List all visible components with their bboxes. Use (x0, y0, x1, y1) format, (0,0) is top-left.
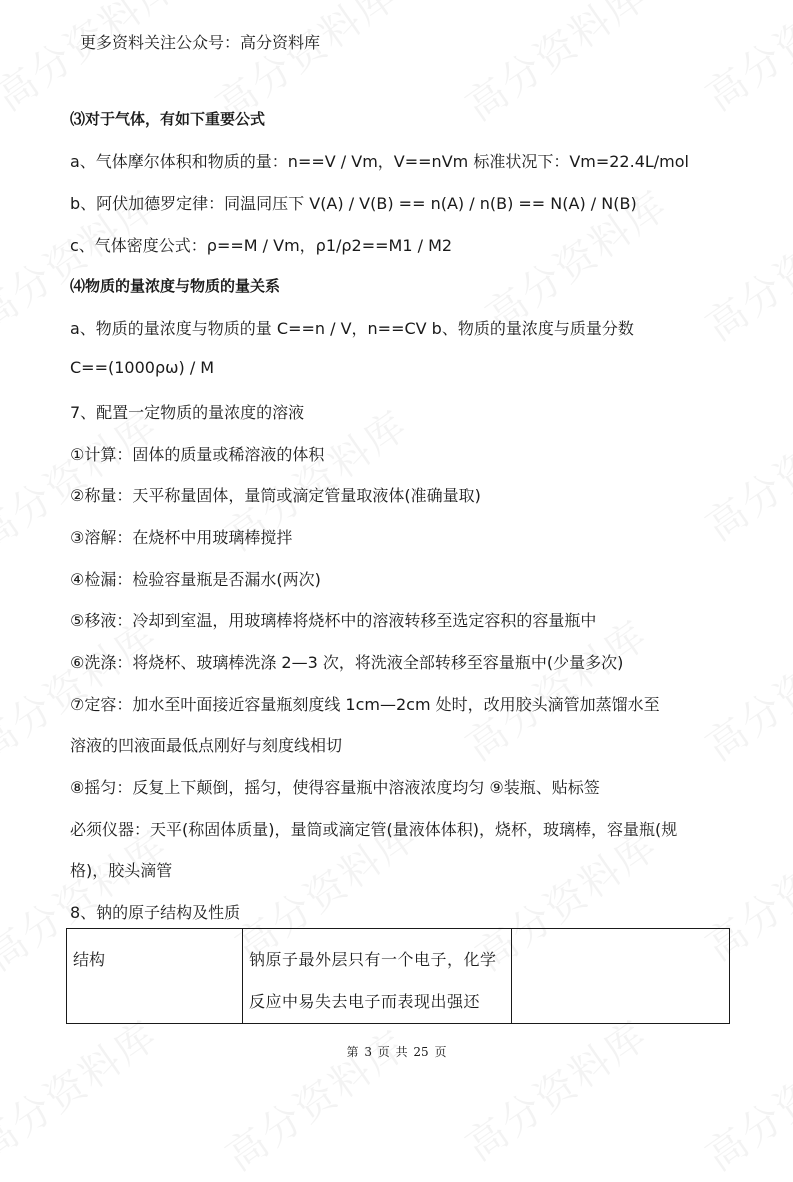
required-instruments: 必须仪器：天平(称固体质量)，量筒或滴定管(量液体体积)，烧杯，玻璃棒，容量瓶(规 (70, 820, 678, 839)
step-wash: ⑥洗涤：将烧杯、玻璃棒洗涤 2—3 次，将洗液全部转移至容量瓶中(少量多次) (70, 653, 624, 672)
concentration-heading: ⑷物质的量浓度与物质的量关系 (70, 277, 281, 295)
gas-formulas-heading: ⑶对于气体，有如下重要公式 (70, 110, 266, 128)
section-8-title: 8、钠的原子结构及性质 (70, 903, 241, 922)
watermark (693, 385, 793, 552)
watermark (693, 0, 793, 122)
step-shake-and-label: ⑧摇匀：反复上下颠倒，摇匀，使得容量瓶中溶液浓度均匀 ⑨装瓶、贴标签 (70, 778, 600, 797)
watermark (213, 1015, 418, 1182)
section-7-title: 7、配置一定物质的量浓度的溶液 (70, 403, 305, 422)
step-dissolve: ③溶解：在烧杯中用玻璃棒搅拌 (70, 528, 293, 547)
step-weigh: ②称量：天平称量固体，量筒或滴定管量取液体(准确量取) (70, 486, 481, 505)
table-cell-description (242, 929, 511, 1024)
source-note: 更多资料关注公众号：高分资料库 (80, 33, 321, 52)
step-transfer: ⑤移液：冷却到室温，用玻璃棒将烧杯中的溶液转移至选定容积的容量瓶中 (70, 611, 597, 630)
concentration-formula-line-cont: C==(1000ρω) / M (70, 358, 215, 377)
concentration-formula-line: a、物质的量浓度与物质的量 C==n / V，n==CV b、物质的量浓度与质量分数 (70, 319, 634, 338)
watermark (693, 185, 793, 352)
step-make-up-volume: ⑦定容：加水至叶面接近容量瓶刻度线 1cm—2cm 处时，改用胶头滴管加蒸馏水至 (70, 695, 660, 714)
step-calculate: ①计算：固体的质量或稀溶液的体积 (70, 445, 325, 464)
page-number: 第 3 页 共 25 页 (346, 1045, 447, 1059)
table-row (67, 929, 730, 1024)
structure-label: 结构 (73, 950, 106, 969)
table-cell-extra (512, 929, 729, 939)
gas-density-line: c、气体密度公式：ρ==M / Vm，ρ1/ρ2==M1 / M2 (70, 236, 453, 255)
gas-molar-volume-line: a、气体摩尔体积和物质的量：n==V / Vm，V==nVm 标准状况下：Vm=22.4L/mol (70, 152, 690, 171)
sodium-properties-table (66, 928, 730, 1024)
structure-description-line: 反应中易失去电子而表现出强还 (248, 992, 480, 1011)
watermark (693, 1015, 793, 1182)
step-leak-check: ④检漏：检验容量瓶是否漏水(两次) (70, 570, 321, 589)
table-cell-label (67, 929, 243, 1024)
table-cell-empty (512, 929, 730, 1024)
watermark (693, 605, 793, 772)
required-instruments-cont: 格)，胶头滴管 (70, 861, 173, 880)
avogadro-law-line: b、阿伏加德罗定律：同温同压下 V(A) / V(B) == n(A) / n(B) == N(A) / N(B) (70, 194, 637, 213)
watermark (453, 0, 658, 132)
step-make-up-volume-cont: 溶液的凹液面最低点刚好与刻度线相切 (70, 736, 343, 755)
watermark (0, 0, 187, 122)
watermark (453, 1005, 658, 1172)
structure-description-line: 钠原子最外层只有一个电子，化学 (248, 950, 497, 969)
watermark (0, 1005, 167, 1172)
